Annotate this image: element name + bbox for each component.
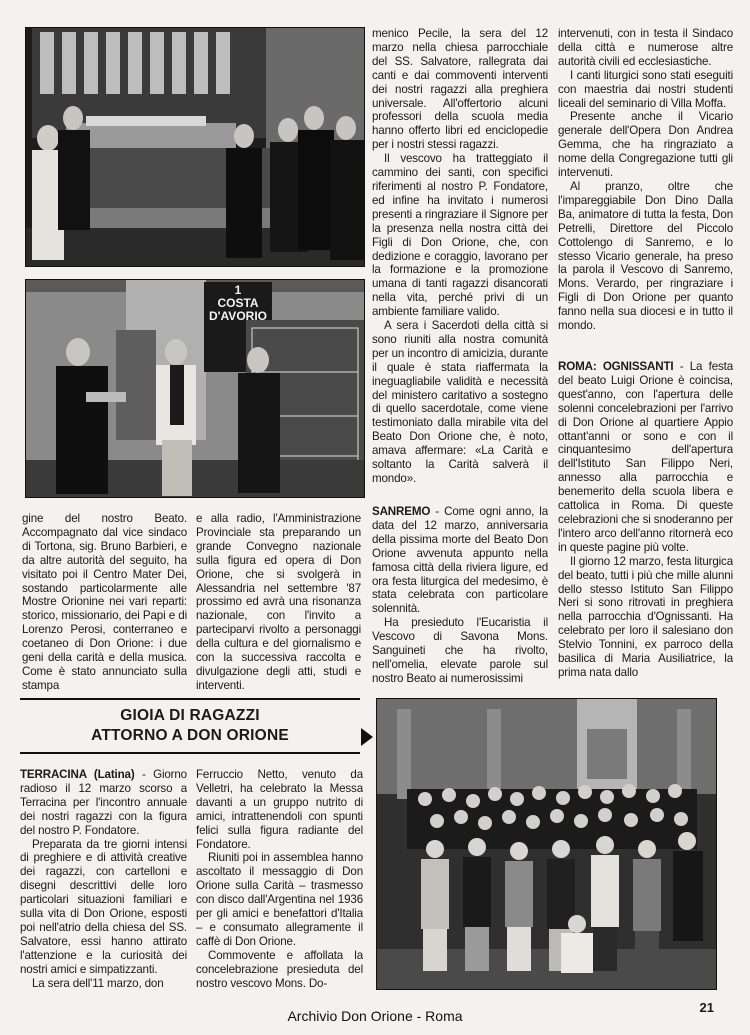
col4-paragraph-2: I canti liturgici sono stati eseguiti con maestria dai nostri studenti liceali del seminario di Villa Moffa. [558, 68, 733, 110]
exhibit-sign-line3: D'AVORIO [209, 309, 267, 323]
article-banner [20, 698, 360, 754]
column-2-bottom [196, 768, 363, 993]
photo-museum-exhibit-image [26, 280, 364, 497]
column-3-sanremo [372, 505, 548, 690]
terracina-text-1: - Giorno radioso il 12 marzo scorso a Terracina per l'incontro annuale dei nostri ragazzi con la figura del nostro P. Fondatore. [20, 768, 187, 837]
sanremo-paragraph-2: Ha presieduto l'Eucaristia il Vescovo di Savona Mons. Sanguineti che ha rivolto, nell'omelia, elevate parole sul nostro Beato ai numerosissimi [372, 616, 548, 685]
sanremo-heading: SANREMO [372, 505, 431, 518]
roma-paragraph-1 [558, 360, 733, 555]
exhibit-sign-line1: 1 [234, 283, 242, 297]
banner-line-1: GIOIA DI RAGAZZI [120, 707, 260, 724]
photo-boys-group-image [377, 699, 716, 989]
terracina-heading: TERRACINA (Latina) [20, 768, 135, 781]
banner-arrow-icon [361, 728, 373, 746]
exhibit-sign [205, 284, 271, 323]
col3-paragraph-2: Il vescovo ha tratteggiato il cammino dei santi, con specifici riferimenti al nostro P. Fondatore, ed infine ha invitato i numerosi presenti a ringraziare il Signore per la presenza nella nostra città dei Figli di Don Orione, che, con dedizione e coraggio, lavorano per la formazione e la promozione umana di tanti ragazzi disancorati nella vita, perché privi di un ambiente familiare valido. [372, 152, 548, 319]
roma-text-1: - La festa del beato Luigi Orione è coincisa, quest'anno, con l'apertura delle solenni concelebrazioni per l'arrivo di Don Orione al quartiere Appio ottant'anni or sono e con il cinquantesimo dell'apertura dell'Istituto San Filippo Neri, annesso alla parrocchia e benemerito della scuola libera e cattolica in Roma. Di queste celebrazioni che si snoderanno per l'intero arco dell'anno ritornerà eco in queste pagine più volte. [558, 360, 733, 554]
roma-paragraph-2: Il giorno 12 marzo, festa liturgica del beato, tutti i più che mille alunni dello stesso Istituto San Filippo Neri si sono ritrovati in preghiera nella parrocchia d'Ognissanti. Ha celebrato per loro il salesiano don Stelvio Tonnini, ex parroco della basilica di Maria Ausiliatrice, la prima nata dallo [558, 554, 733, 679]
photo-boys-group [376, 698, 717, 990]
column-3-top [372, 27, 548, 499]
photo-reliquary-group-image [26, 28, 364, 266]
col3-paragraph-1: menico Pecile, la sera del 12 marzo nella chiesa parrocchiale del SS. Salvatore, rallegrata dai canti e dai commoventi interventi dei nostri ragazzi alla preghiera universale. All'offertorio alcuni professori della scuola media hanno offerto libri ed enciclopedie per i nostri stessi ragazzi. [372, 27, 548, 152]
column-1-middle [22, 512, 187, 692]
sanremo-paragraph-1 [372, 505, 548, 616]
col4-paragraph-3: Presente anche il Vicario generale dell'Opera Don Andrea Gemma, che ha ringraziato a nome della Congregazione tutti gli intervenuti. [558, 110, 733, 180]
col4-paragraph-4: Al pranzo, oltre che l'impareggiabile Don Dino Dalla Ba, animatore di tutta la festa, Don Petrelli, Direttore del Piccolo Cottolengo di Sanremo, e lo stesso Vicario generale, ha preso la parola il Vescovo di Sanremo, Mons. Verardo, per ringraziare i Figli di Don Orione per quanto fanno nella sua diocesi e in tutto il mondo. [558, 179, 733, 333]
column-2-middle [196, 512, 361, 692]
col4-paragraph-1: intervenuti, con in testa il Sindaco della città e numerose altre autorità civili ed ecclesiastiche. [558, 27, 733, 68]
exhibit-sign-line2: COSTA [217, 296, 259, 310]
photo-reliquary-group [25, 27, 365, 267]
column-terracina [20, 768, 187, 993]
page-number: 21 [699, 1000, 714, 1015]
terracina-paragraph-3: La sera dell'11 marzo, don [32, 976, 164, 990]
terracina-paragraph-2: Preparata da tre giorni intensi di preghiere e di attività creative dei ragazzi, con cartelloni e disegni descrittivi delle loro particolari situazioni familiari e sulla vita di Don Orione, esposti poi nell'atrio della chiesa del SS. Salvatore, essi hanno attirato l'attenzione e la curiosità dei nostri amici e simpatizzanti. [20, 837, 187, 976]
roma-heading: ROMA: OGNISSANTI [558, 360, 674, 373]
archive-footer: Archivio Don Orione - Roma [287, 1008, 463, 1024]
terracina-paragraph-1 [20, 768, 187, 838]
col1-middle-paragraph: gine del nostro Beato. Accompagnato dal vice sindaco di Tortona, sig. Bruno Barbieri, e da altre autorità del seguito, ha visitato poi il Centro Mater Dei, sostando particolarmente alle Mostre Orionine nei vari reparti: storico, missionario, dei Papi e di Lorenzo Perosi, conterraneo e coetaneo di Don Orione: i due geni della carità e della musica. Come è stato annunciato sulla stampa [22, 512, 187, 692]
banner-line-2: ATTORNO A DON ORIONE [91, 727, 289, 744]
col2-bottom-paragraph-2: Riuniti poi in assemblea hanno ascoltato il messaggio di Don Orione sulla Carità – trasmesso con disco dall'Argentina nel 1936 per gli amici e benefattori d'Italia – e consumato allegramente il caffè di Don Orione. [196, 851, 363, 948]
column-4-roma [558, 360, 733, 690]
photo-museum-exhibit [25, 279, 365, 498]
sanremo-text-1: - Come ogni anno, la data del 12 marzo, anniversaria della pissima morte del Beato Don Orione avvenuta appunto nella famosa città della riviera ligure, ed ora festa liturgica del medesimo, è stata celebrata con particolare solennità. [372, 505, 548, 616]
col3-paragraph-3: A sera i Sacerdoti della città si sono riuniti alla nostra comunità per un incontro di amicizia, durante il quale è stata riaffermata la ineguagliabile validità e necessità del ministero caritativo a sostegno di quello sacerdotale, come viene testimoniato dalla mirabile vita del Beato Don Orione che, è noto, amava affermare: «La Carità e soltanto la Carità salverà il mondo». [372, 319, 548, 485]
column-4-top [558, 27, 733, 349]
col2-bottom-paragraph-3: Commovente e affollata la concelebrazione presieduta del nostro vescovo Mons. Do- [196, 948, 363, 990]
col2-bottom-paragraph-1: Ferruccio Netto, venuto da Velletri, ha celebrato la Messa davanti a un gruppo nutrito di amici, intrattenendoli con spunti felici sulla figura radiante del Fondatore. [196, 768, 363, 851]
col2-middle-paragraph: e alla radio, l'Amministrazione Provinciale sta preparando un grande Convegno nazionale sulla figura ed opera di Don Orione, che si svolgerà in Alessandria nel settembre '87 prossimo ed avrà una risonanza nazionale, con l'invito a parteciparvi rivolto a personaggi della cultura e del giornalismo e con la successiva raccolta e divulgazione degli atti, studi e interventi. [196, 512, 361, 692]
